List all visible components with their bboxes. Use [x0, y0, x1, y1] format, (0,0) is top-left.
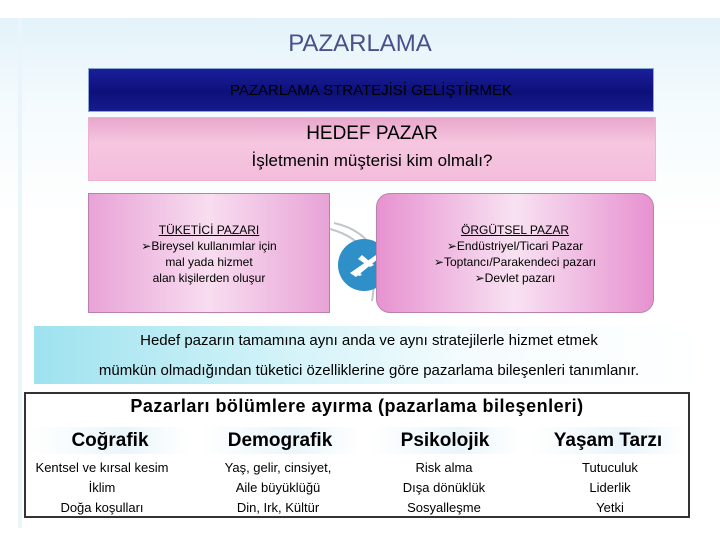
column-header-lifestyle: Yaşam Tarzı — [530, 427, 686, 454]
table-cell: Yaş, gelir, cinsiyet, — [224, 460, 332, 475]
organizational-market-title: ÖRGÜTSEL PAZAR — [460, 223, 570, 237]
consumer-market-line: mal yada hizmet — [165, 255, 253, 269]
strategy-label: PAZARLAMA STRATEJİSİ GELİŞTİRMEK — [229, 81, 512, 99]
consumer-market-line: alan kişilerden oluşur — [152, 271, 266, 285]
organizational-market-box — [376, 193, 654, 313]
column-header-demographic: Demografik — [200, 427, 360, 454]
column-header-geographic: Coğrafik — [30, 427, 190, 454]
top-band — [0, 0, 720, 18]
table-cell: Kentsel ve kırsal kesim — [35, 460, 169, 475]
target-market-title: HEDEF PAZAR — [306, 123, 438, 144]
organizational-market-line: ➢Toptancı/Parakendeci pazarı — [433, 255, 597, 269]
consumer-market-title: TÜKETİCİ PAZARI — [158, 223, 260, 237]
table-cell: Aile büyüklüğü — [235, 480, 321, 495]
table-cell: Doğa koşulları — [60, 500, 144, 515]
column-header-psychological: Psikolojik — [370, 427, 520, 454]
info-banner-line: mümkün olmadığından tüketici özelliklerine göre pazarlama bileşenleri tanımlanır. — [98, 362, 640, 379]
consumer-market-line: ➢Bireysel kullanımlar için — [141, 239, 277, 253]
organizational-market-line: ➢Devlet pazarı — [474, 271, 556, 285]
table-cell: Risk alma — [415, 460, 473, 475]
table-cell: Liderlik — [589, 480, 631, 495]
table-cell: İklim — [88, 480, 116, 495]
consumer-market-box — [88, 193, 330, 313]
table-cell: Tutuculuk — [582, 460, 638, 475]
page-title: PAZARLAMA — [288, 30, 432, 57]
table-cell: Sosyalleşme — [407, 500, 481, 515]
strategy-bar — [88, 68, 654, 112]
table-cell: Yetki — [596, 500, 624, 515]
target-market-question: İşletmenin müşterisi kim olmalı? — [251, 151, 493, 170]
segmentation-title: Pazarları bölümlere ayırma (pazarlama bileşenleri) — [130, 396, 584, 416]
frame-edge — [18, 18, 22, 528]
info-banner-line: Hedef pazarın tamamına aynı anda ve aynı stratejilerle hizmet etmek — [140, 332, 598, 349]
info-banner — [34, 326, 704, 384]
organizational-market-line: ➢Endüstriyel/Ticari Pazar — [446, 239, 584, 253]
segmentation-table — [24, 392, 690, 518]
table-cell: Dışa dönüklük — [402, 480, 486, 495]
target-market-box — [88, 117, 656, 181]
table-cell: Din, Irk, Kültür — [236, 500, 320, 515]
